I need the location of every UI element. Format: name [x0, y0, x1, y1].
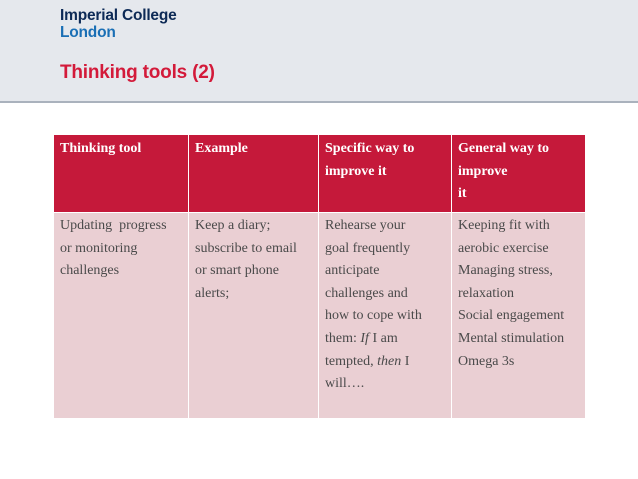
- cell-line: Updating progress: [60, 218, 167, 233]
- cell-line: will….: [325, 376, 365, 392]
- cell-general-way: [452, 213, 586, 419]
- logo-line-2: London: [60, 24, 116, 41]
- cell-line: or smart phone: [195, 263, 279, 279]
- cell-line: challenges: [60, 263, 120, 279]
- cell-line: Rehearse your: [325, 218, 406, 233]
- text-run: I: [401, 353, 410, 369]
- text-run: tempted,: [325, 353, 378, 369]
- cell-line: how to cope with: [325, 308, 422, 324]
- slide-title: Thinking tools (2): [60, 62, 215, 83]
- table-row: [54, 213, 586, 419]
- cell-line: or monitoring: [60, 240, 138, 256]
- text-run: them:: [325, 330, 361, 346]
- header-line: General way to: [458, 141, 549, 156]
- header-line: Thinking tool: [60, 141, 142, 156]
- cell-line: Keep a diary;: [195, 218, 271, 233]
- italic-if: If: [360, 330, 369, 346]
- header-line: improve it: [325, 163, 387, 179]
- cell-thinking-tool: [54, 213, 189, 419]
- header-specific-way: [319, 135, 452, 213]
- header-thinking-tool: [54, 135, 189, 213]
- cell-line: relaxation: [458, 285, 514, 301]
- cell-line: challenges and: [325, 285, 408, 301]
- cell-line: goal frequently: [325, 240, 411, 256]
- header-line: it: [458, 186, 467, 202]
- cell-line: Managing stress,: [458, 263, 553, 279]
- header-example: [189, 135, 319, 213]
- imperial-college-logo: [60, 7, 177, 41]
- header-line: Specific way to: [325, 141, 415, 156]
- logo-line-1: Imperial College: [60, 7, 177, 24]
- cell-line: alerts;: [195, 285, 230, 301]
- text-run: I am: [368, 330, 398, 346]
- cell-line: subscribe to email: [195, 240, 297, 256]
- header-line: improve: [458, 163, 508, 179]
- cell-line: anticipate: [325, 263, 380, 279]
- cell-specific-way: [319, 213, 452, 419]
- table-header-row: [54, 135, 586, 213]
- cell-line: Keeping fit with: [458, 218, 550, 233]
- cell-line: Social engagement: [458, 308, 565, 324]
- cell-line: [325, 351, 446, 374]
- cell-line: aerobic exercise: [458, 240, 549, 256]
- italic-then: then: [377, 353, 402, 369]
- cell-line: [325, 328, 446, 351]
- cell-line: Mental stimulation: [458, 330, 565, 346]
- header-general-way: [452, 135, 586, 213]
- header-line: Example: [195, 141, 248, 156]
- thinking-tools-table: [53, 134, 586, 419]
- cell-line: Omega 3s: [458, 353, 515, 369]
- cell-example: [189, 213, 319, 419]
- slide-header: [0, 0, 638, 103]
